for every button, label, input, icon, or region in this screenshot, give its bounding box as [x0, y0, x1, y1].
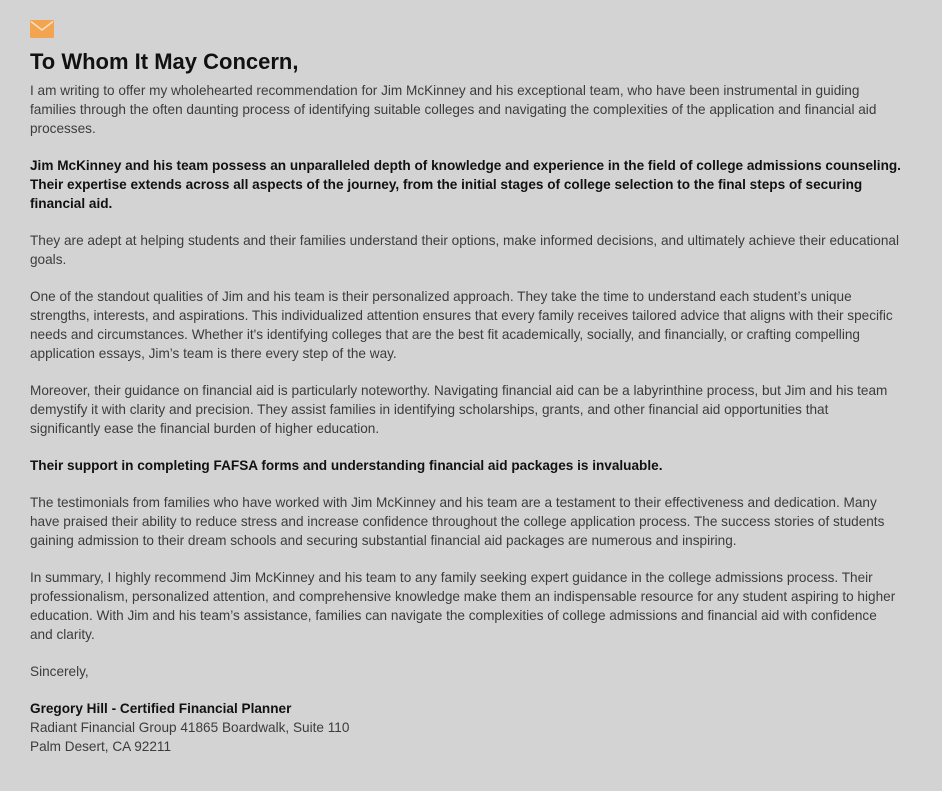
paragraph-testimonials: The testimonials from families who have worked with Jim McKinney and his team are a testament to their effectiveness and dedication. Many have praised their ability to reduce stress and increase confidence throughout the college application process. The success stories of students gaining admission to their dream schools and securing substantial financial aid packages are numerous and inspiring.	[30, 495, 885, 548]
paragraph-summary: In summary, I highly recommend Jim McKinney and his team to any family seeking expert guidance in the college admissions process. Their professionalism, personalized attention, and comprehensive knowledge make them an indispensable resource for any student aspiring to higher education. With Jim and his team’s assistance, families can navigate the complexities of college admissions and financial aid with confidence and clarity.	[30, 570, 896, 642]
signature-name: Gregory Hill - Certified Financial Planner	[30, 701, 292, 717]
signature-block	[30, 700, 902, 756]
paragraph-financial-aid: Moreover, their guidance on financial aid is particularly noteworthy. Navigating financial aid can be a labyrinthine process, but Jim and his team demystify it with clarity and precision. They assist families in identifying scholarships, grants, and other financial aid opportunities that significantly ease the financial burden of higher education.	[30, 382, 888, 436]
closing: Sincerely,	[30, 664, 89, 680]
recommendation-letter	[30, 20, 902, 757]
paragraph-intro: I am writing to offer my wholehearted recommendation for Jim McKinney and his exceptional team, who have been instrumental in guiding families through the often daunting process of identifying suitable colleges and navigating the complexities of the application and financial aid processes.	[30, 83, 877, 136]
paragraph-fafsa: Their support in completing FAFSA forms and understanding financial aid packages is invaluable.	[30, 457, 663, 473]
paragraph-expertise: Jim McKinney and his team possess an unparalleled depth of knowledge and experience in the field of college admissions counseling. Their expertise extends across all aspects of the journey, from the initial stages of college selection to the final steps of securing financial aid.	[30, 157, 901, 211]
mail-icon	[30, 20, 54, 38]
paragraph-personalized: One of the standout qualities of Jim and his team is their personalized approach. They take the time to understand each student’s unique strengths, interests, and aspirations. This individualized attention ensures that every family receives tailored advice that aligns with their specific needs and circumstances. Whether it's identifying colleges that are the best fit academically, socially, and financially, or crafting compelling application essays, Jim’s team is there every step of the way.	[30, 289, 893, 361]
signature-company-address: Radiant Financial Group 41865 Boardwalk, Suite 110	[30, 720, 350, 736]
signature-city: Palm Desert, CA 92211	[30, 739, 172, 755]
salutation: To Whom It May Concern,	[30, 49, 299, 74]
paragraph-adept: They are adept at helping students and their families understand their options, make informed decisions, and ultimately achieve their educational goals.	[30, 232, 899, 267]
